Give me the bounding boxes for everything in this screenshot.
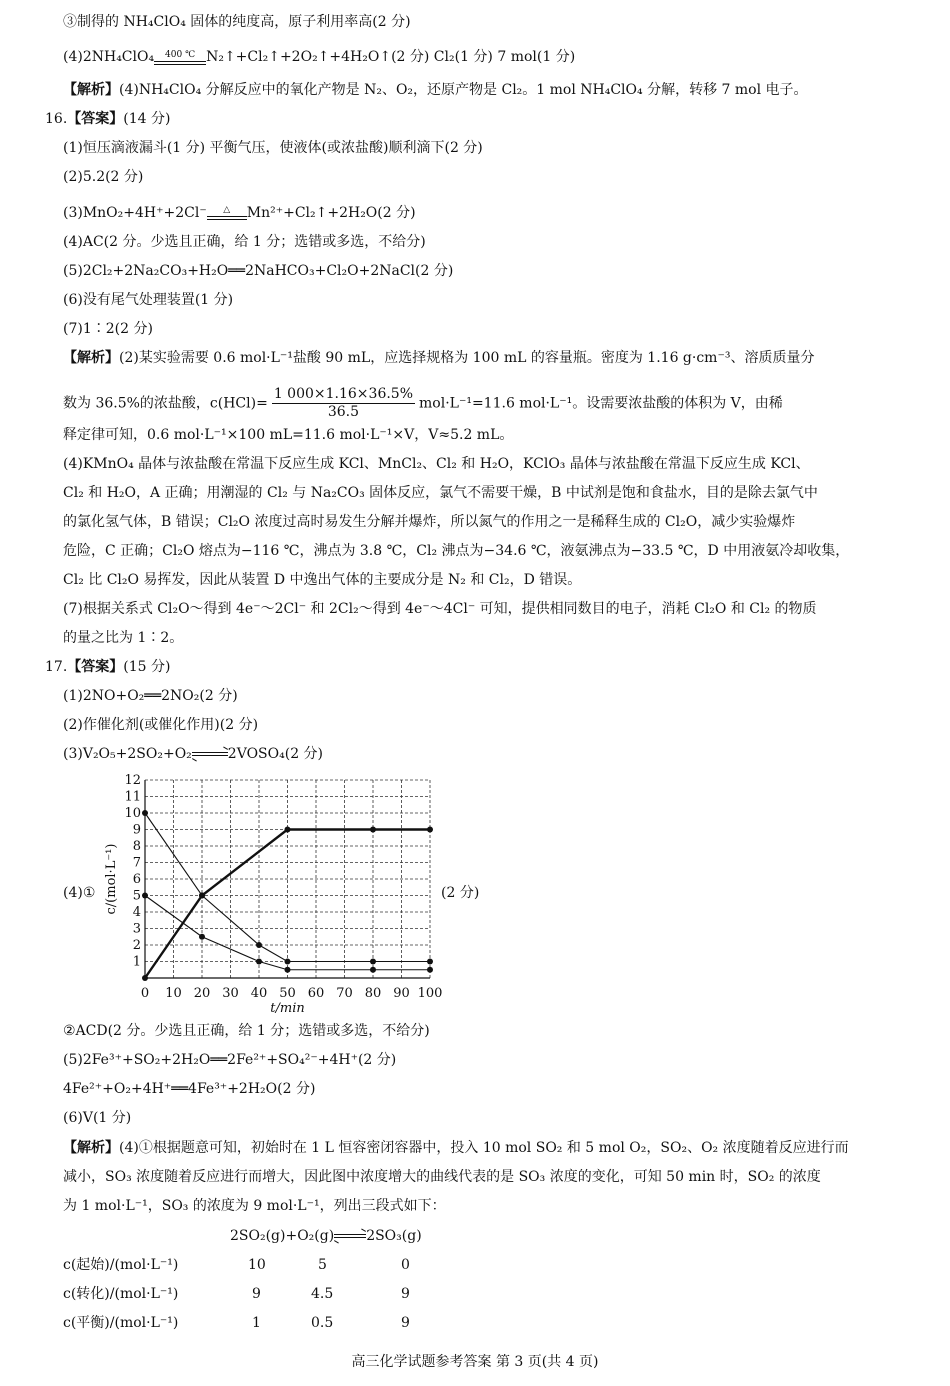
q17-item3 [63, 744, 323, 764]
q17-answer-tag: 【答案】 [67, 659, 124, 675]
x-tick-label: 90 [393, 986, 410, 1001]
three-stage-equation [230, 1226, 422, 1246]
row-value-so3: 9 [401, 1286, 410, 1302]
y-tick-label: 5 [132, 888, 141, 904]
q16-analysis-text1: (2)某实验需要 0.6 mol·L⁻¹盐酸 90 mL，应选择规格为 100 mL 的容量瓶。密度为 1.16 g·cm⁻³、溶质质量分 [119, 350, 815, 366]
row-value-so2: 10 [248, 1257, 266, 1273]
heat-condition-arrow [207, 206, 247, 220]
q15-item3: ③制得的 NH₄ClO₄ 固体的纯度高，原子利用率高(2 分) [63, 14, 411, 30]
q16-item3-prefix: (3)MnO₂+4H⁺+2Cl⁻ [63, 205, 207, 221]
data-point-so3 [370, 827, 376, 833]
q16-item7: (7)1∶2(2 分) [63, 321, 153, 337]
q16-item6: (6)没有尾气处理装置(1 分) [63, 292, 234, 308]
row-value-o2: 0.5 [311, 1315, 334, 1331]
q16-analysis-line5: Cl₂ 和 H₂O，A 正确；用潮湿的 Cl₂ 与 Na₂CO₃ 固体反应，氯气不需要干燥，B 中试剂是饱和食盐水，目的是除去氯气中 [63, 485, 818, 501]
x-tick-label: 20 [193, 986, 211, 1001]
q15-item4 [63, 47, 575, 67]
page-footer: 高三化学试题参考答案 第 3 页(共 4 页) [351, 1354, 599, 1370]
q15-item4-suffix: N₂↑+Cl₂↑+2O₂↑+4H₂O↑(2 分) Cl₂(1 分) 7 mol(1 分) [206, 49, 576, 65]
q17-item3-prefix: (3)V₂O₅+2SO₂+O₂ [63, 746, 192, 762]
row-value-o2: 4.5 [311, 1286, 334, 1302]
x-tick-label: 50 [279, 986, 296, 1001]
q15-item4-prefix: (4)2NH₄ClO₄ [63, 49, 155, 65]
q16-item3 [63, 203, 416, 223]
x-tick-label: 100 [417, 986, 443, 1001]
concentration-time-chart [95, 768, 445, 1013]
q16-analysis-line6: 的氯化氢气体，B 错误；Cl₂O 浓度过高时易发生分解并爆炸，所以氮气的作用之一是稀释生成的 Cl₂O，减少实验爆炸 [63, 514, 796, 530]
row-label: c(起始)/(mol·L⁻¹) [63, 1257, 179, 1273]
y-tick-label: 3 [132, 921, 141, 937]
y-axis-label: c/(mol·L⁻¹) [104, 843, 119, 915]
y-tick-label: 2 [132, 938, 141, 953]
q17-item1: (1)2NO+O₂══2NO₂(2 分) [63, 688, 238, 704]
q16-item2: (2)5.2(2 分) [63, 169, 144, 185]
q17-heading [45, 657, 170, 677]
q16-analysis-line10: 的量之比为 1∶2。 [63, 630, 184, 646]
q17-item4-label: (4)① [63, 885, 96, 901]
three-stage-equation-right: 2SO₃(g) [366, 1228, 422, 1244]
x-tick-label: 30 [222, 986, 239, 1001]
y-tick-label: 1 [132, 954, 141, 970]
data-point-o2 [256, 959, 262, 965]
fraction-numerator: 1 000×1.16×36.5% [273, 386, 414, 402]
q17-item4b: ②ACD(2 分。少选且正确，给 1 分；选错或多选，不给分) [63, 1023, 430, 1039]
q16-item3-suffix: Mn²⁺+Cl₂↑+2H₂O(2 分) [246, 205, 416, 221]
y-tick-label: 10 [124, 806, 141, 821]
q17-analysis-line3: 为 1 mol·L⁻¹，SO₃ 的浓度为 9 mol·L⁻¹，列出三段式如下： [63, 1198, 446, 1214]
data-point-so3 [285, 827, 291, 833]
q15-analysis-text: (4)NH₄ClO₄ 分解反应中的氧化产物是 N₂、O₂，还原产物是 Cl₂。1 mol NH₄ClO₄ 分解，转移 7 mol 电子。 [119, 82, 808, 98]
y-tick-label: 4 [132, 905, 141, 920]
fraction [272, 386, 415, 421]
q16-analysis-line9: (7)根据关系式 Cl₂O～得到 4e⁻～2Cl⁻ 和 2Cl₂～得到 4e⁻～4Cl⁻ 可知，提供相同数目的电子，消耗 Cl₂O 和 Cl₂ 的物质 [63, 601, 817, 617]
x-tick-label: 80 [364, 986, 382, 1001]
q17-item5b: 4Fe²⁺+O₂+4H⁺══4Fe³⁺+2H₂O(2 分) [63, 1081, 316, 1097]
three-stage-equation-left: 2SO₂(g)+O₂(g) [230, 1228, 335, 1244]
y-tick-label: 8 [132, 839, 141, 854]
q16-number: 16. [45, 111, 68, 127]
q16-analysis-tag: 【解析】 [63, 350, 119, 366]
q17-item6: (6)V(1 分) [63, 1110, 132, 1126]
q17-analysis-text1: (4)①根据题意可知，初始时在 1 L 恒容密闭容器中，投入 10 mol SO₂ 和 5 mol O₂，SO₂、O₂ 浓度随着反应进行而 [119, 1140, 849, 1156]
data-point-o2 [285, 967, 291, 973]
reaction-condition-text: 400 ℃ [165, 49, 196, 60]
q16-analysis-line1 [63, 348, 814, 368]
row-value-o2: 5 [318, 1257, 327, 1273]
q17-item5a: (5)2Fe³⁺+SO₂+2H₂O══2Fe²⁺+SO₄²⁻+4H⁺(2 分) [63, 1052, 397, 1068]
x-axis-label: t/min [270, 1001, 305, 1013]
data-point-so2 [256, 942, 262, 948]
q16-score: (14 分) [123, 111, 171, 127]
q16-answer-tag: 【答案】 [67, 111, 124, 127]
row-value-so2: 1 [252, 1315, 261, 1331]
data-point-so2 [285, 959, 291, 965]
q17-analysis-tag: 【解析】 [63, 1140, 119, 1156]
q16-heading [45, 109, 170, 129]
row-value-so2: 9 [252, 1286, 261, 1302]
reaction-condition-arrow [154, 50, 206, 65]
q16-analysis-line7: 危险，C 正确；Cl₂O 熔点为−116 ℃，沸点为 3.8 ℃，Cl₂ 沸点为−34.6 ℃，液氨沸点为−33.5 ℃，D 中用液氨冷却收集， [63, 543, 850, 559]
q17-analysis-line1 [63, 1138, 849, 1158]
row-value-so3: 0 [401, 1257, 410, 1273]
q17-score: (15 分) [123, 659, 171, 675]
q16-item5: (5)2Cl₂+2Na₂CO₃+H₂O══2NaHCO₃+Cl₂O+2NaCl(2 分) [63, 263, 454, 279]
x-tick-label: 60 [307, 986, 325, 1001]
fraction-denominator: 36.5 [327, 404, 359, 420]
y-tick-label: 12 [124, 773, 141, 788]
q17-analysis-line2: 减小，SO₃ 浓度随着反应进行而增大，因此图中浓度增大的曲线代表的是 SO₃ 浓度的变化，可知 50 min 时，SO₂ 的浓度 [63, 1169, 821, 1185]
data-point-so2 [142, 810, 148, 816]
y-tick-label: 6 [132, 872, 141, 887]
q16-analysis-line3: 释定律可知，0.6 mol·L⁻¹×100 mL=11.6 mol·L⁻¹×V，V≈5.2 mL。 [63, 427, 514, 443]
data-point-o2 [142, 893, 148, 899]
q16-analysis-text2-suffix: mol·L⁻¹=11.6 mol·L⁻¹。设需要浓盐酸的体积为 V，由稀 [419, 395, 783, 412]
x-tick-label: 10 [165, 986, 182, 1001]
data-point-o2 [370, 967, 376, 973]
data-point-so2 [199, 893, 205, 899]
q16-item1: (1)恒压滴液漏斗(1 分) 平衡气压，使液体(或浓盐酸)顺利滴下(2 分) [63, 140, 483, 156]
data-point-so2 [370, 959, 376, 965]
y-tick-label: 11 [124, 789, 141, 805]
y-tick-label: 9 [132, 822, 141, 838]
data-point-so2 [427, 959, 433, 965]
q17-number: 17. [45, 659, 68, 675]
q17-item3-suffix: 2VOSO₄(2 分) [227, 746, 324, 762]
data-point-o2 [199, 934, 205, 940]
data-point-so3 [142, 975, 148, 981]
q16-analysis-line8: Cl₂ 比 Cl₂O 易挥发，因此从装置 D 中逸出气体的主要成分是 N₂ 和 Cl₂，D 错误。 [63, 572, 582, 588]
y-tick-label: 7 [132, 855, 141, 871]
q17-item4-score: (2 分) [441, 885, 480, 901]
data-point-so3 [427, 827, 433, 833]
x-tick-label: 70 [336, 986, 353, 1001]
row-value-so3: 9 [401, 1315, 410, 1331]
equilibrium-arrow [334, 1232, 366, 1240]
q16-analysis-line4: (4)KMnO₄ 晶体与浓盐酸在常温下反应生成 KCl、MnCl₂、Cl₂ 和 H₂O，KClO₃ 晶体与浓盐酸在常温下反应生成 KCl、 [63, 456, 810, 472]
equilibrium-arrow [192, 750, 228, 758]
q16-analysis-text2-prefix: 数为 36.5%的浓盐酸，c(HCl)= [63, 395, 268, 412]
heat-condition-text: △ [223, 205, 231, 215]
q15-analysis [63, 80, 808, 100]
x-tick-label: 0 [140, 986, 150, 1001]
row-label: c(转化)/(mol·L⁻¹) [63, 1286, 179, 1302]
q17-item2: (2)作催化剂(或催化作用)(2 分) [63, 717, 259, 733]
q16-analysis-line2 [63, 386, 783, 421]
x-tick-label: 40 [250, 986, 268, 1001]
row-label: c(平衡)/(mol·L⁻¹) [63, 1315, 179, 1331]
data-point-o2 [427, 967, 433, 973]
q15-analysis-tag: 【解析】 [63, 82, 119, 98]
q16-item4: (4)AC(2 分。少选且正确，给 1 分；选错或多选，不给分) [63, 234, 426, 250]
